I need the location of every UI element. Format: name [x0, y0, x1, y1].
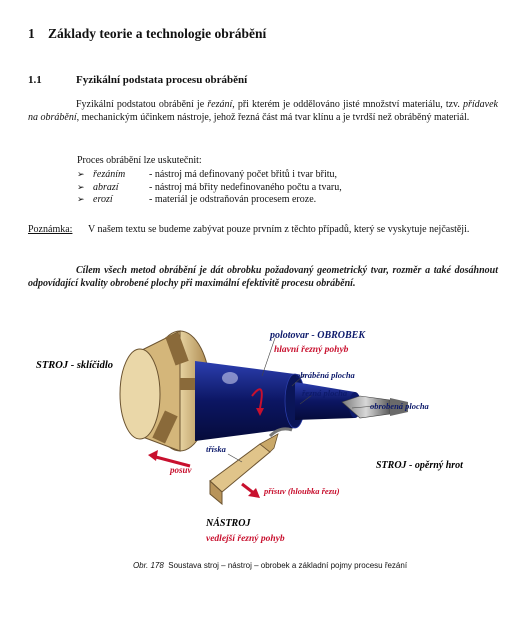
arrow-bullet-icon: ➢: [77, 195, 85, 205]
intro-text: Fyzikální podstatou obrábění je: [76, 99, 208, 110]
label-workpiece: polotovar - OBROBEK: [270, 330, 366, 341]
label-main-motion: hlavní řezný pohyb: [274, 345, 349, 355]
arrow-bullet-icon: ➢: [77, 170, 85, 180]
list-term: abrazí: [93, 181, 119, 193]
intro-text: , mechanickým účinkem nástroje, jehož řezná část má tvar klínu a je tvrdší než obráběný materiál.: [76, 111, 470, 123]
label-tool: NÁSTROJ: [206, 518, 251, 529]
goal-paragraph: Cílem všech metod obrábění je dát obrobku požadovaný geometrický tvar, rozměr a také dosáhnout odpovídající kvality obrobené plochy při maximální efektivitě procesu obrábění.: [28, 265, 498, 289]
figure-caption: [105, 561, 435, 570]
intro-paragraph: [28, 99, 498, 124]
label-chuck: STROJ - sklíčidlo: [36, 360, 114, 371]
list-term: řezáním: [93, 169, 126, 180]
note-text: V našem textu se budeme zabývat pouze prvním z těchto případů, který se vyskytuje nejčastěji.: [88, 224, 470, 235]
process-list: [77, 169, 342, 207]
list-desc: - materiál je odstraňován procesem eroze.: [149, 194, 317, 205]
label-movement: posuv: [170, 465, 192, 475]
lathe-diagram: [30, 316, 500, 551]
section-title: Fyzikální podstata procesu obrábění: [76, 74, 248, 86]
arrow-head-icon: [148, 450, 158, 461]
label-chip: tříska: [206, 444, 226, 454]
chapter-heading: [28, 26, 266, 42]
list-item: [77, 194, 342, 207]
label-cutting-surface: řezná plocha: [302, 388, 348, 398]
list-item: [77, 182, 342, 195]
note-label: Poznámka:: [28, 224, 73, 235]
label-finished-surface: obrobená plocha: [370, 401, 429, 411]
term-pridavek: přídavek na obrábění: [28, 99, 498, 123]
label-feed: přísuv (hloubka řezu): [264, 486, 340, 496]
term-rezani: řezání: [207, 99, 233, 110]
intro-text: , při kterém je oddělováno jisté množství materiálu, tzv.: [232, 99, 463, 110]
section-number: 1.1: [28, 74, 42, 86]
list-desc: - nástroj má definovaný počet břitů i tvar břitu,: [149, 169, 338, 180]
list-term: erozí: [93, 194, 113, 205]
caption-prefix: Obr. 178: [132, 561, 164, 570]
label-secondary-motion: vedlejší řezný pohyb: [206, 534, 285, 544]
section-heading: [28, 74, 247, 86]
caption-text: Soustava stroj – nástroj – obrobek a základní pojmy procesu řezání: [168, 561, 408, 570]
note-block: [28, 224, 498, 237]
list-desc: - nástroj má břity nedefinovaného počtu a tvaru,: [149, 181, 342, 193]
label-tailstock: STROJ - opěrný hrot: [376, 460, 463, 471]
chapter-number: 1: [28, 26, 35, 41]
list-item: [77, 169, 342, 182]
label-machined-surface: obráběná plocha: [296, 370, 355, 380]
chapter-title: Základy teorie a technologie obrábění: [48, 26, 267, 41]
process-intro: Proces obrábění lze uskutečnit:: [77, 155, 202, 166]
arrow-bullet-icon: ➢: [77, 182, 85, 193]
